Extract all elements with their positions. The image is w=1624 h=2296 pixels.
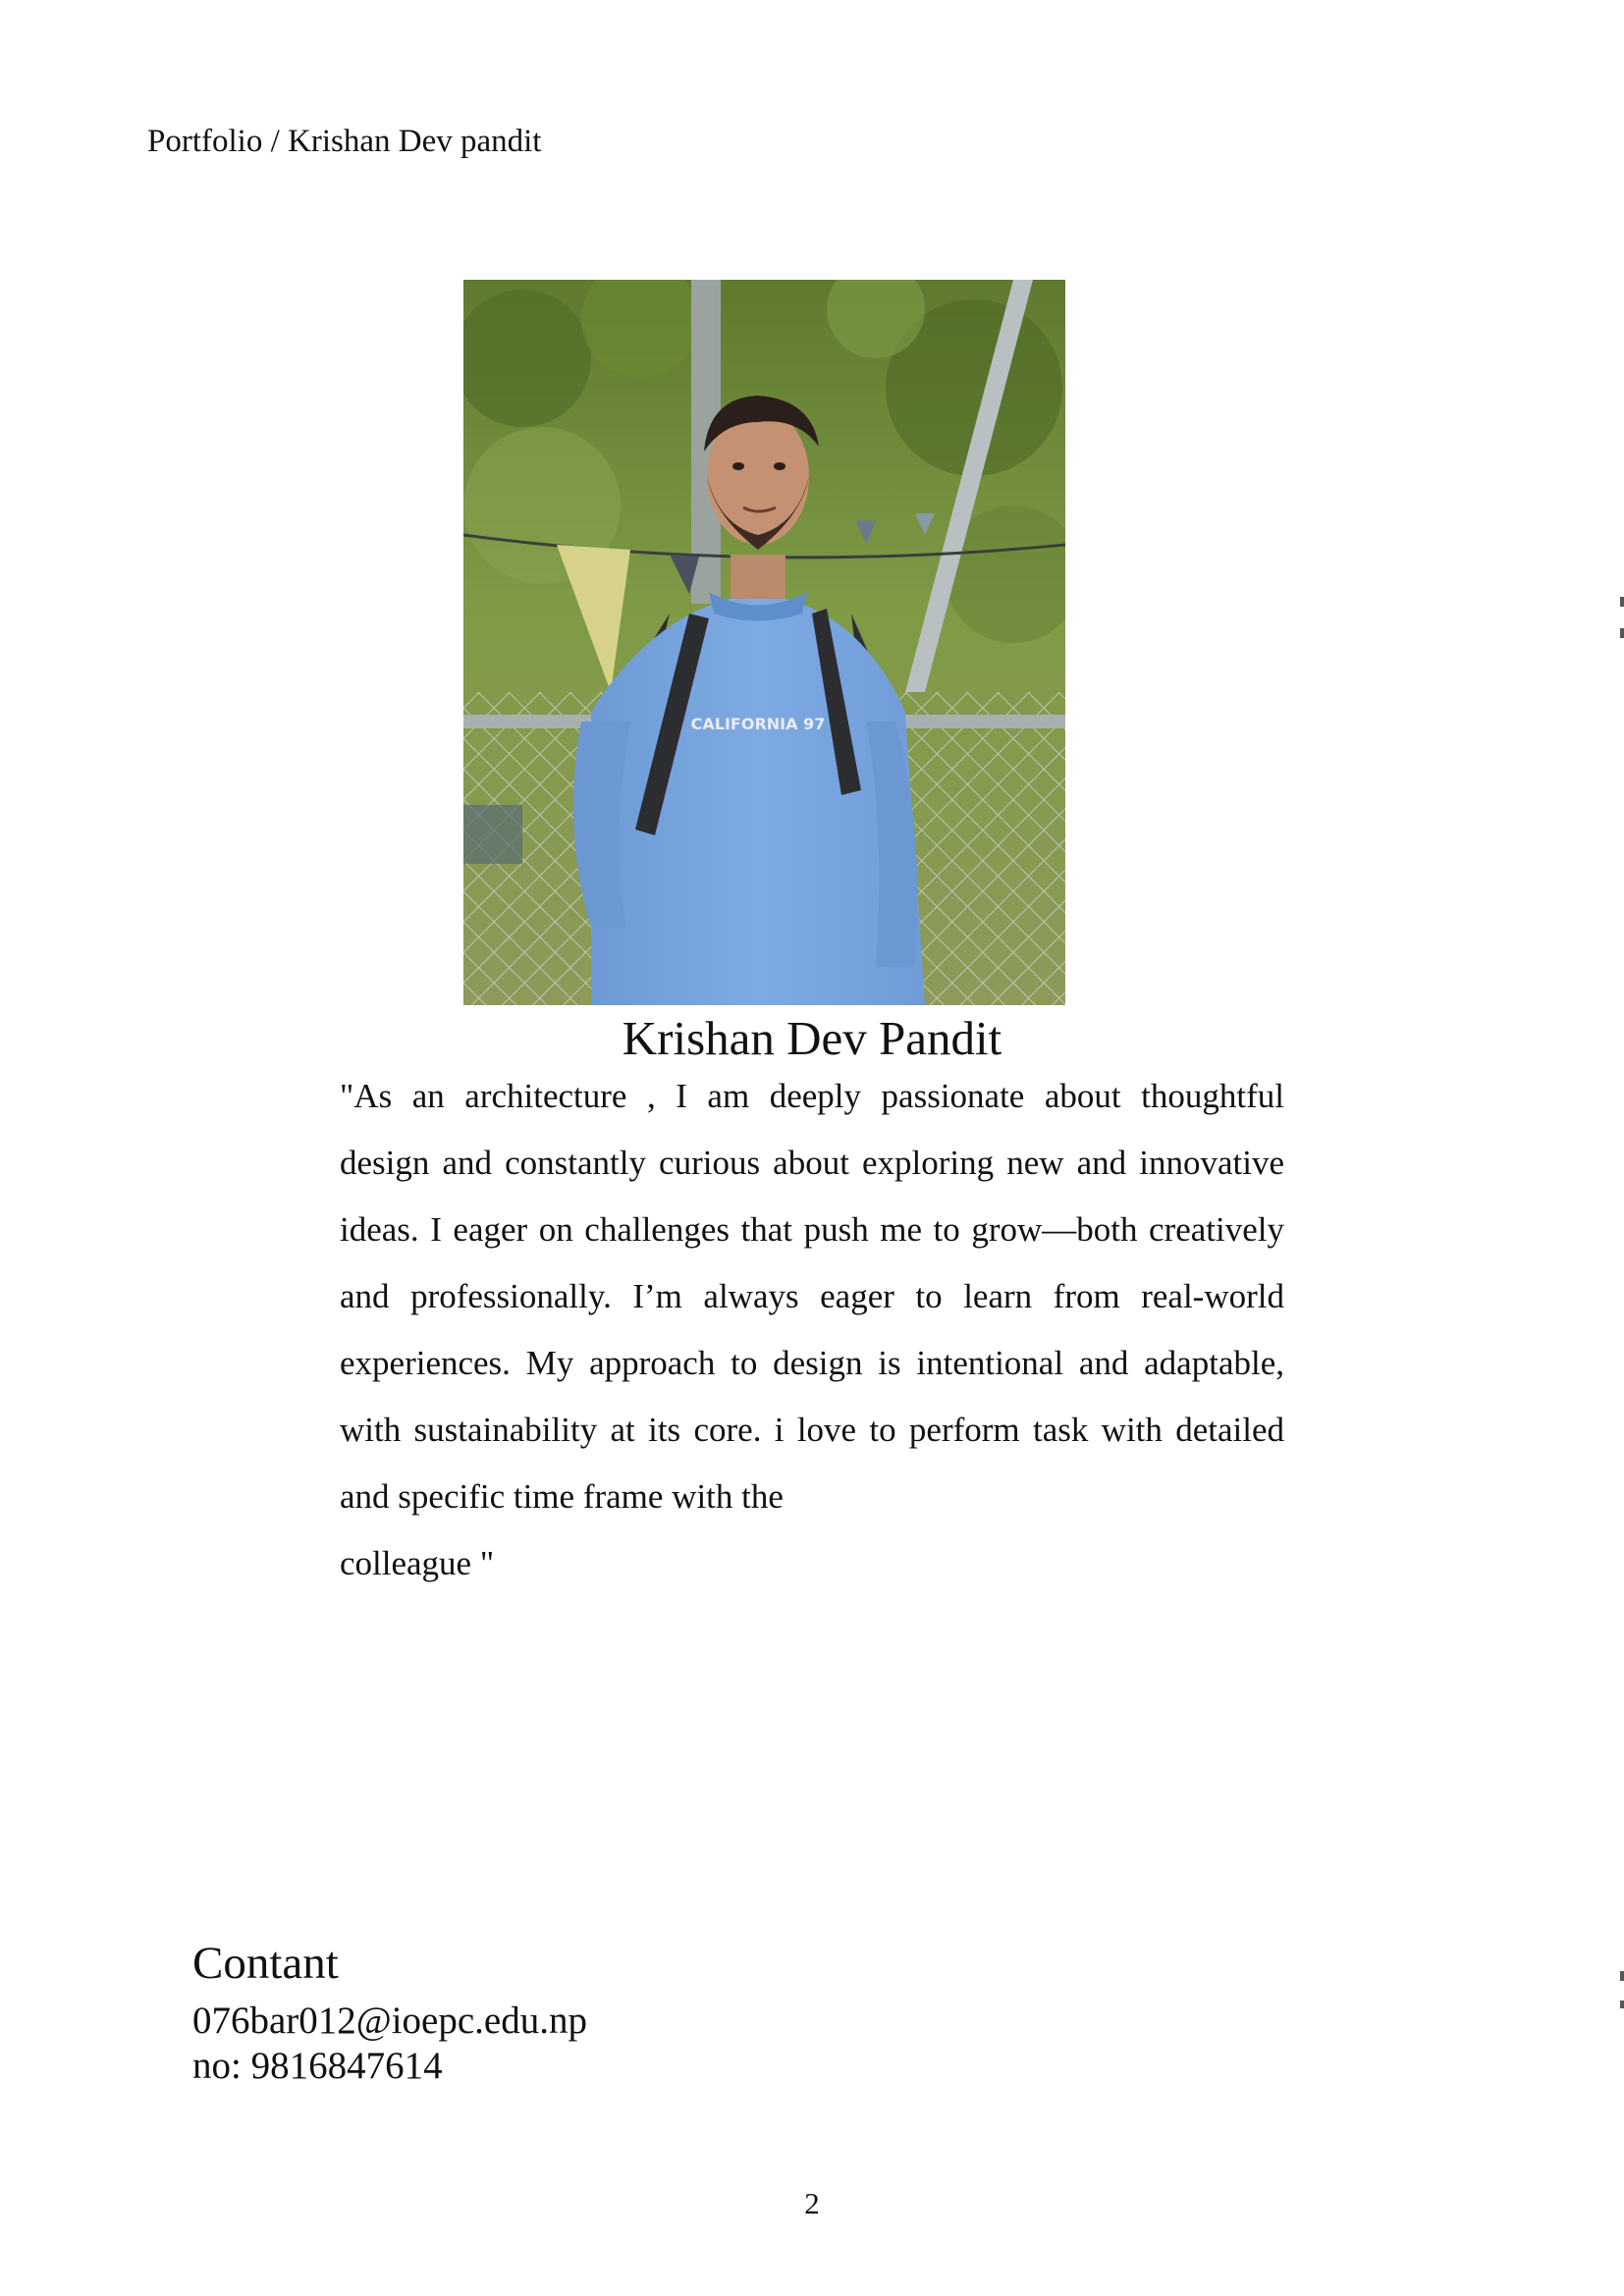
bio-line: and specific time frame with the (340, 1477, 784, 1516)
profile-photo (463, 280, 1065, 1005)
bio-paragraph (340, 1071, 1284, 1605)
shirt-print: CALIFORNIA 97 (690, 715, 826, 733)
profile-name: Krishan Dev Pandit (622, 1011, 1002, 1065)
bio-line: design and constantly curious about exploring new and innovative (340, 1144, 1284, 1182)
bio-line: ideas. I eager on challenges that push me to grow—both creatively (340, 1210, 1284, 1249)
bio-line: with sustainability at its core. i love to perform task with detailed (340, 1411, 1284, 1449)
bio-line: and professionally. I’m always eager to learn from real-world (340, 1277, 1284, 1315)
contact-email: 076bar012@ioepc.edu.np (192, 2000, 587, 2042)
breadcrumb: Portfolio / Krishan Dev pandit (147, 124, 542, 159)
contact-heading: Contant (192, 1938, 339, 1989)
bio-line: colleague " (340, 1544, 495, 1582)
edge-mark (1620, 597, 1624, 607)
page-number: 2 (804, 2186, 820, 2220)
bio-line: "As an architecture , I am deeply passionate about thoughtful (340, 1077, 1284, 1115)
contact-phone: no: 9816847614 (192, 2045, 443, 2087)
edge-mark (1620, 628, 1624, 638)
edge-mark (1620, 1971, 1624, 1981)
bio-line: experiences. My approach to design is intentional and adaptable, (340, 1344, 1284, 1382)
edge-mark (1620, 2001, 1624, 2008)
